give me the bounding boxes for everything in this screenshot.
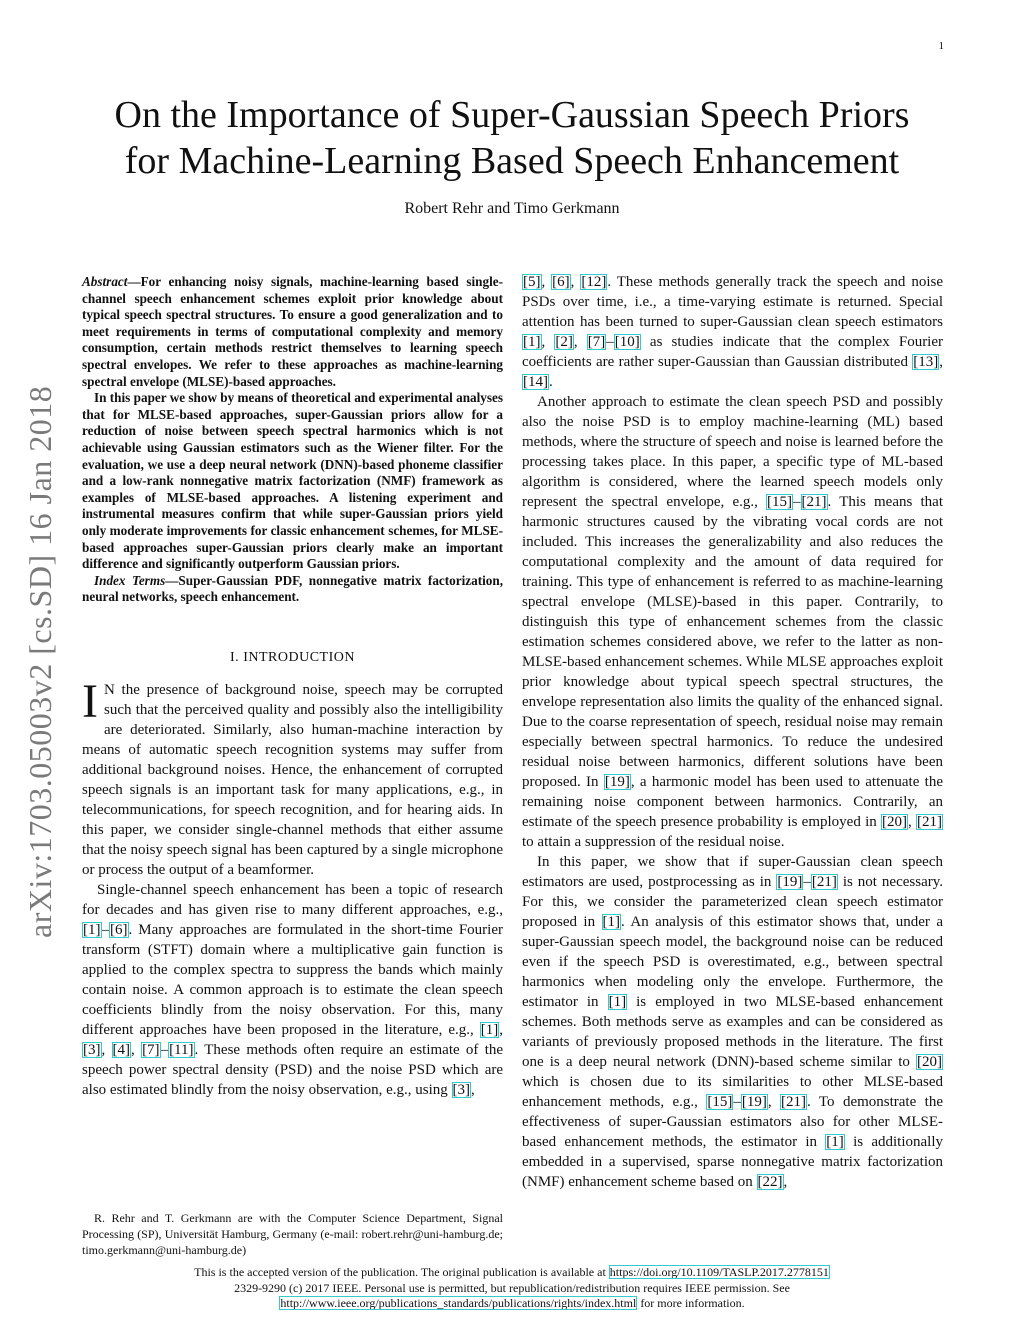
right-paragraph-3: In this paper, we show that if super-Gaussian clean speech estimators are used, postprocessing as in [19]–[21] is not necessary. For this, we consider the parameterized clean speech estimator proposed in [1]. An analysis of this estimator shows that, under a super-Gaussian speech model, the background noise can be reduced even if the speech PSD is overestimated, e.g., between spectral harmonics when modeling only the envelope. Furthermore, the estimator in [1] is employed in two MLSE-based enhancement schemes. Both methods serve as examples and can be considered as variants of previously proposed methods in the literature. The first one is a deep neural network (DNN)-based scheme similar to [20] which is chosen due to its similarities to other MLSE-based enhancement methods, e.g., [15]–[19], [21]. To demonstrate the effectiveness of super-Gaussian estimators also for other MLSE-based enhancement methods, the estimator in [1] is additionally embedded in a supervised, sparse nonnegative matrix factorization (NMF) enhancement scheme based on [22], (522, 854, 943, 1190)
citation-link[interactable]: [22] (757, 1174, 783, 1190)
drop-cap: I (82, 674, 98, 728)
citation-link[interactable]: [20] (881, 814, 907, 830)
abstract-text-1: —For enhancing noisy signals, machine-learning based single-channel speech enhancement schemes exploit prior knowledge about typical speech spectral structures. To ensure a good generalization and to meet requirements in terms of computational complexity and memory consumption, certain methods restrict themselves to learning speech spectral envelopes. We refer to these approaches as machine-learning spectral envelope (MLSE)-based approaches. (82, 274, 503, 389)
citation-link[interactable]: [19] (777, 874, 803, 890)
citation-link[interactable]: [1] (826, 1134, 844, 1150)
abstract-paragraph-2: In this paper we show by means of theoretical and experimental analyses that for MLSE-based approaches, super-Gaussian priors allow for a reduction of noise between speech spectral harmonics which is not achievable using Gaussian estimators such as the Wiener filter. For the evaluation, we use a deep neural network (DNN)-based phoneme classifier and a low-rank nonnegative matrix factorization (NMF) framework as examples of MLSE-based approaches. A listening experiment and instrumental measures confirm that while super-Gaussian priors yield only moderate improvements for classic enhancement schemes, for MLSE-based approaches super-Gaussian priors clearly make an important difference and significantly outperform Gaussian priors. (82, 390, 503, 572)
citation-link[interactable]: [3] (452, 1081, 471, 1098)
section-heading-introduction (82, 648, 503, 668)
intro-paragraph-2: Single-channel speech enhancement has been a topic of research for decades and has given rise to many different approaches, e.g., [1]–[6]. Many approaches are formulated in the short-time Fourier transform (STFT) domain where a multiplicative gain function is applied to the complex spectra to suppress the bands which mainly contain noise. A common approach is to estimate the clean speech coefficients blindly from the noisy observation. For this, many different approaches have been proposed in the literature, e.g., [1], [3], [4], [7]–[11]. These methods often require an estimate of the speech power spectral density (PSD) and the noise PSD which are also estimated blindly from the noisy observation, e.g., using [3], (82, 881, 504, 1098)
citation-link[interactable]: [11] (169, 1041, 194, 1058)
introduction-body (82, 674, 504, 1100)
citation-link[interactable]: [3] (83, 1041, 101, 1058)
citation-link[interactable]: [19] (741, 1094, 767, 1110)
citation-link[interactable]: [21] (781, 1094, 807, 1110)
right-paragraph-1: [5], [6], [12]. These methods generally track the speech and noise PSDs over time, i.e., a time-varying estimate is returned. Special attention has been turned to super-Gaussian clean speech estimators [1], [2], [7]–[10] as studies indicate that the complex Fourier coefficients are rather super-Gaussian than Gaussian distributed [13], [14]. (522, 274, 944, 390)
footer-line-3: http://www.ieee.org/publications_standards/publications/rights/index.html for more information. (280, 1296, 745, 1310)
section-title-rest: NTRODUCTION (248, 649, 355, 665)
citation-link[interactable]: [15] (707, 1094, 733, 1110)
section-numeral: I. (230, 649, 244, 665)
page-number: 1 (938, 40, 944, 52)
footer-line-1: This is the accepted version of the publication. The original publication is available at https://doi.org/10.1109/TASLP.2017.2778151 (194, 1265, 829, 1279)
index-terms-lead: Index Terms (94, 572, 166, 588)
publication-footer (60, 1265, 964, 1312)
citation-link[interactable]: [1] (523, 334, 541, 350)
abstract-paragraph-1 (82, 274, 503, 390)
right-column (522, 272, 943, 1192)
citation-link[interactable]: [4] (112, 1041, 131, 1058)
arxiv-stamp: arXiv:1703.05003v2 [cs.SD] 16 Jan 2018 (22, 385, 58, 938)
author-footnote: R. Rehr and T. Gerkmann are with the Computer Science Department, Signal Processing (SP), Universität Hamburg, Germany (e-mail: robert.rehr@uni-hamburg.de; timo.gerkmann@uni-hamburg.de) (82, 1211, 503, 1257)
citation-link[interactable]: [1] (602, 914, 621, 930)
citation-link[interactable]: [15] (767, 494, 793, 510)
title-line-1: On the Importance of Super-Gaussian Speech Priors (114, 94, 910, 136)
citation-link[interactable]: [13] (913, 354, 939, 370)
citation-link[interactable]: [20] (917, 1054, 942, 1070)
abstract (82, 274, 503, 573)
citation-link[interactable]: [21] (801, 494, 827, 510)
left-column (82, 274, 503, 1100)
citation-link[interactable]: [5] (523, 274, 541, 290)
citation-link[interactable]: [7] (587, 334, 606, 350)
intro-paragraph-1 (82, 674, 503, 880)
citation-link[interactable]: [6] (552, 274, 570, 290)
authors: Robert Rehr and Timo Gerkmann (404, 200, 620, 217)
citation-link[interactable]: [2] (555, 334, 573, 350)
citation-link[interactable]: [10] (614, 334, 640, 350)
doi-link[interactable]: https://doi.org/10.1109/TASLP.2017.2778151 (609, 1265, 829, 1279)
citation-link[interactable]: [6] (110, 921, 128, 938)
citation-link[interactable]: [12] (581, 274, 607, 290)
section-first-letter: I (243, 649, 249, 665)
right-paragraph-2: Another approach to estimate the clean speech PSD and possibly also the noise PSD is to employ machine-learning (ML) based methods, where the structure of speech and noise is learned before the processing takes place. In this paper, a specific type of ML-based algorithm is considered, where the learned speech models only represent the spectral envelope, e.g., [15]–[21]. This means that harmonic structures caused by the vibrating vocal cords are not included. This increases the generalizability and also reduces the computational complexity and the amount of data required for training. This type of enhancement is referred to as machine-learning spectral envelope (MLSE)-based in this paper. Contrarily, to distinguish this type of enhancement schemes from the classic estimation schemes considered above, we refer to the latter as non-MLSE-based enhancement schemes. While MLSE approaches exploit prior knowledge about typical speech spectral structures, the envelope representation also limits the quality of the enhanced signal. Due to the coarse representation of speech, residual noise may remain especially between spectral harmonics. To reduce the undesired residual noise between harmonics, different solutions have been proposed. In [19], a harmonic model has been used to attenuate the remaining noise component between harmonics. Contrarily, an estimate of the speech presence probability is employed in [20], [21] to attain a suppression of the residual noise. (522, 394, 943, 850)
ieee-rights-link[interactable]: http://www.ieee.org/publications_standards/publications/rights/index.html (280, 1296, 637, 1310)
citation-link[interactable]: [21] (917, 814, 942, 830)
citation-link[interactable]: [19] (604, 774, 630, 790)
abstract-lead: Abstract (82, 274, 128, 289)
title-line-2: for Machine-Learning Based Speech Enhancement (124, 140, 900, 182)
citation-link[interactable]: [1] (480, 1021, 499, 1038)
citation-link[interactable]: [1] (608, 994, 627, 1010)
paper-title (60, 92, 964, 184)
citation-link[interactable]: [21] (811, 874, 837, 890)
intro-paragraph-1-text: N the presence of background noise, speech may be corrupted such that the perceived quality and possibly also the intelligibility are deteriorated. Similarly, also human-machine interaction by means of automatic speech recognition systems may suffer from additional background noises. Hence, the enhancement of corrupted speech signals is an important task for many applications, e.g., in telecommunications, for speech recognition, and for hearing aids. In this paper, we consider single-channel methods that either assume that the noisy speech signal has been captured by a single microphone or process the output of a beamformer. (82, 681, 503, 878)
index-terms (82, 573, 503, 606)
citation-link[interactable]: [1] (83, 921, 101, 938)
footer-line-2: 2329-9290 (c) 2017 IEEE. Personal use is permitted, but republication/redistribution requires IEEE permission. See (234, 1280, 790, 1295)
citation-link[interactable]: [14] (523, 374, 548, 390)
citation-link[interactable]: [7] (142, 1041, 160, 1058)
index-terms-text: —Super-Gaussian PDF, nonnegative matrix factorization, neural networks, speech enhancement. (82, 572, 503, 605)
